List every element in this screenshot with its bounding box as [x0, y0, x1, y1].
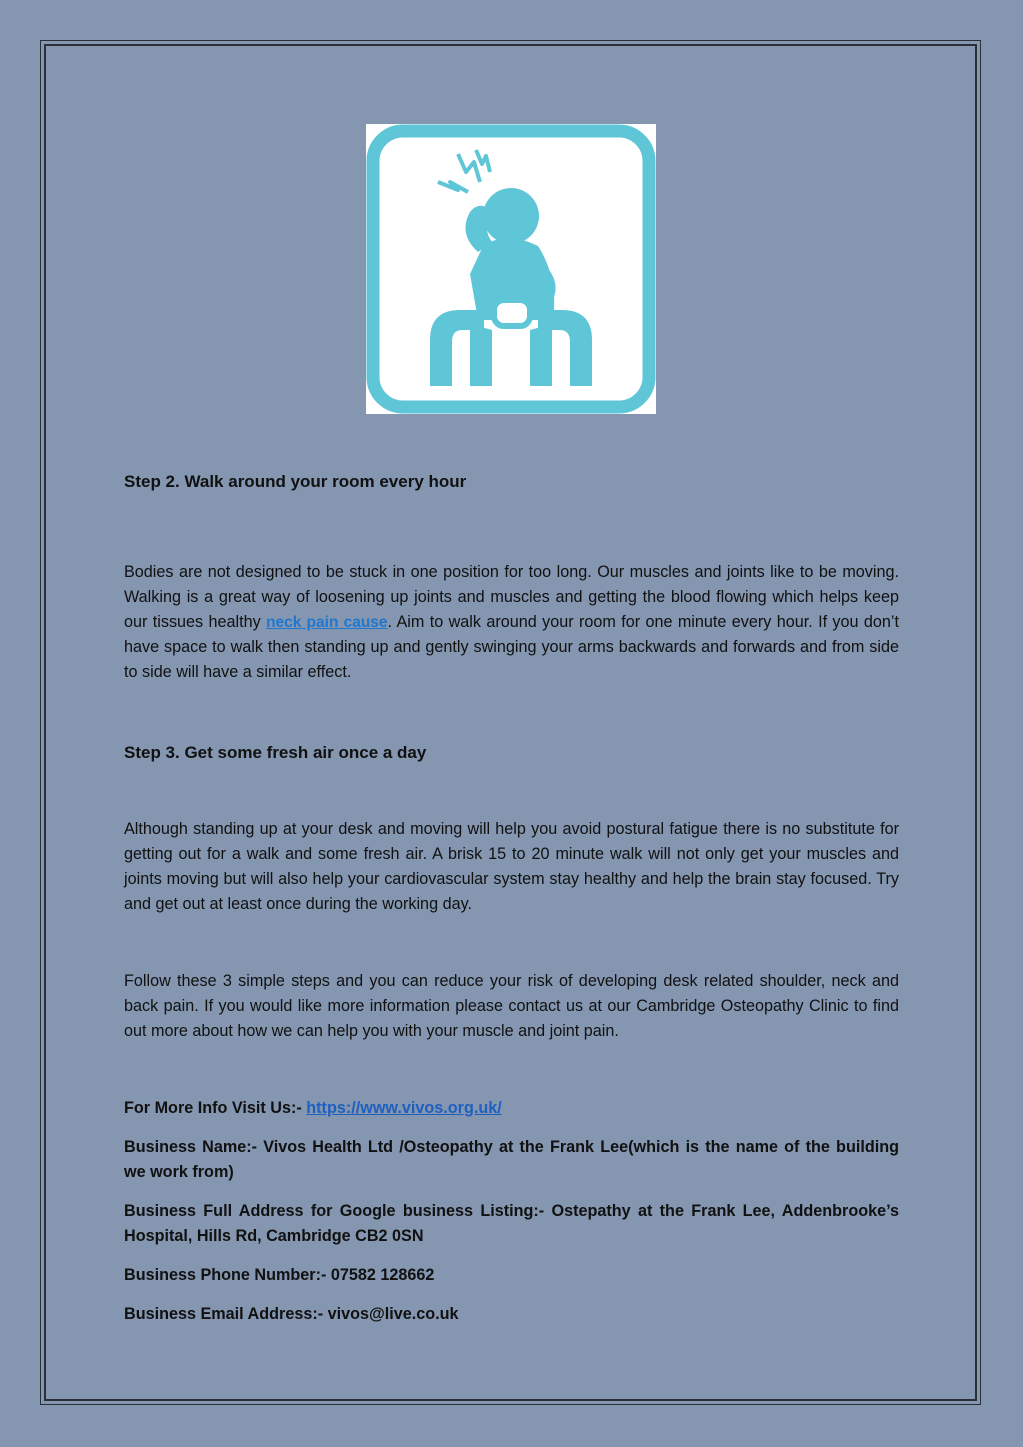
article-body: [124, 468, 899, 1327]
neck-pain-cause-link[interactable]: neck pain cause: [266, 614, 388, 631]
business-name: Business Name:- Vivos Health Ltd /Osteopathy at the Frank Lee(which is the name of the building we work from): [124, 1138, 899, 1181]
neck-pain-icon: [366, 124, 656, 414]
business-address: Business Full Address for Google business Listing:- Ostepathy at the Frank Lee, Addenbrooke’s Hospital, Hills Rd, Cambridge CB2 0SN: [124, 1202, 899, 1245]
visit-line: [124, 1096, 899, 1121]
summary-paragraph: Follow these 3 simple steps and you can reduce your risk of developing desk related shoulder, neck and back pain. If you would like more information please contact us at our Cambridge Osteopathy Clinic to find out more about how we can help you with your muscle and joint pain.: [124, 972, 899, 1040]
step2-text-before: Bodies are not designed to be stuck in one position for too long. Our muscles and joints like to be moving. Walking is a great way of loosening up joints and muscles and getting the blood flowing which helps keep our tissues healthy: [124, 563, 899, 631]
step2-heading: Step 2. Walk around your room every hour: [124, 472, 467, 491]
step3-paragraph: Although standing up at your desk and moving will help you avoid postural fatigue there is no substitute for getting out for a walk and some fresh air. A brisk 15 to 20 minute walk will not only get your muscles and joints moving but will also help your cardiovascular system stay healthy and help the brain stay focused. Try and get out at least once during the working day.: [124, 820, 899, 913]
step2-text-after: . Aim to walk around your room for one minute every hour. If you don’t have space to walk then standing up and gently swinging your arms backwards and forwards and from side to side will have a similar effect.: [124, 613, 899, 681]
step3-heading: Step 3. Get some fresh air once a day: [124, 743, 427, 762]
website-link[interactable]: https://www.vivos.org.uk/: [306, 1099, 502, 1117]
business-phone: Business Phone Number:- 07582 128662: [124, 1266, 435, 1284]
business-email: Business Email Address:- vivos@live.co.uk: [124, 1305, 459, 1323]
visit-label: For More Info Visit Us:-: [124, 1099, 307, 1117]
step2-paragraph: [124, 560, 899, 685]
